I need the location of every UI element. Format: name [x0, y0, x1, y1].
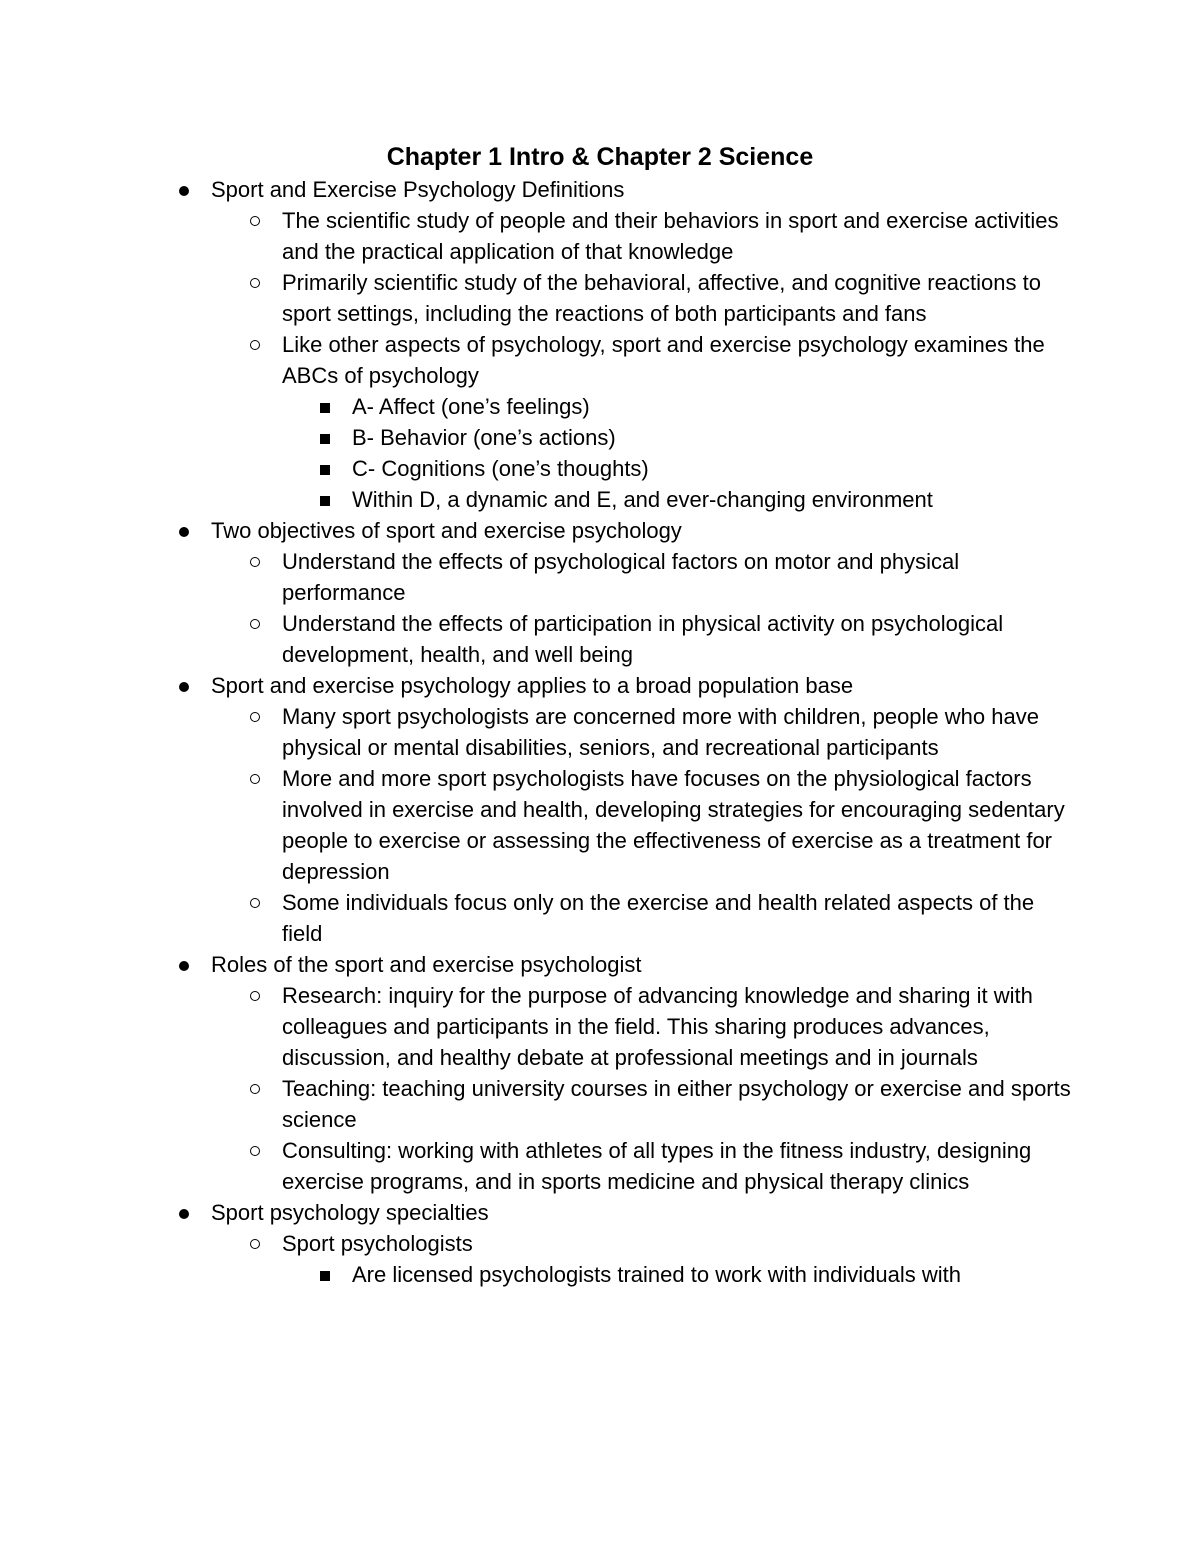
outline-item-text: Sport and Exercise Psychology Definitions [211, 177, 625, 202]
bullet-disc-icon [179, 682, 189, 692]
outline-item-level-2 [0, 980, 1072, 1073]
outline-item-text: Sport psychologists [282, 1231, 473, 1256]
outline-item-text: More and more sport psychologists have focuses on the physiological factors involved in exercise and health, developing strategies for encouraging sedentary people to exercise or assessing the effectiveness of exercise as a treatment for depression [282, 766, 1065, 884]
bullet-square-icon [320, 403, 330, 413]
outline-item-text: Research: inquiry for the purpose of advancing knowledge and sharing it with colleagues and participants in the field. This sharing produces advances, discussion, and healthy debate at professional meetings and in journals [282, 983, 1033, 1070]
outline-item-text: Teaching: teaching university courses in either psychology or exercise and sports science [282, 1076, 1071, 1132]
outline-item-level-2 [0, 1135, 1072, 1197]
outline-item-text: Are licensed psychologists trained to work with individuals with [352, 1262, 961, 1287]
outline-item-level-2 [0, 701, 1072, 763]
outline-item-text: Understand the effects of participation in physical activity on psychological development, health, and well being [282, 611, 1004, 667]
bullet-square-icon [320, 1271, 330, 1281]
bullet-circle-icon [250, 340, 260, 350]
outline-item-level-3 [0, 1259, 1072, 1290]
bullet-circle-icon [250, 619, 260, 629]
outline-item-level-2 [0, 608, 1072, 670]
bullet-square-icon [320, 434, 330, 444]
outline-item-text: C- Cognitions (one’s thoughts) [352, 456, 649, 481]
outline-item-text: Consulting: working with athletes of all types in the fitness industry, designing exercise programs, and in sports medicine and physical therapy clinics [282, 1138, 1032, 1194]
bullet-circle-icon [250, 278, 260, 288]
outline-item-level-2 [0, 205, 1072, 267]
outline-item-text: Two objectives of sport and exercise psychology [211, 518, 682, 543]
bullet-disc-icon [179, 527, 189, 537]
outline-item-text: Roles of the sport and exercise psychologist [211, 952, 642, 977]
outline-item-text: Many sport psychologists are concerned more with children, people who have physical or mental disabilities, seniors, and recreational participants [282, 704, 1039, 760]
bullet-circle-icon [250, 1084, 260, 1094]
outline-item-level-3 [0, 391, 1072, 422]
outline-item-level-2 [0, 267, 1072, 329]
outline-item-level-2 [0, 546, 1072, 608]
bullet-disc-icon [179, 186, 189, 196]
bullet-disc-icon [179, 1209, 189, 1219]
outline-item-text: Sport psychology specialties [211, 1200, 489, 1225]
bullet-circle-icon [250, 712, 260, 722]
bullet-disc-icon [179, 961, 189, 971]
outline-item-level-2 [0, 763, 1072, 887]
bullet-circle-icon [250, 216, 260, 226]
outline-item-text: Sport and exercise psychology applies to a broad population base [211, 673, 854, 698]
outline-item-level-1 [0, 949, 1071, 980]
outline-item-level-2 [0, 329, 1072, 391]
outline-item-level-2 [0, 887, 1072, 949]
bullet-circle-icon [250, 1239, 260, 1249]
bullet-circle-icon [250, 557, 260, 567]
bullet-square-icon [320, 496, 330, 506]
outline-item-level-3 [0, 422, 1072, 453]
outline-item-text: Like other aspects of psychology, sport and exercise psychology examines the ABCs of psychology [282, 332, 1045, 388]
outline-item-level-3 [0, 484, 1072, 515]
outline-item-text: Primarily scientific study of the behavioral, affective, and cognitive reactions to sport settings, including the reactions of both participants and fans [282, 270, 1041, 326]
outline-item-text: Some individuals focus only on the exercise and health related aspects of the field [282, 890, 1035, 946]
outline-item-level-1 [0, 515, 1071, 546]
document-title: Chapter 1 Intro & Chapter 2 Science [386, 143, 814, 171]
outline-item-level-2 [0, 1073, 1072, 1135]
bullet-circle-icon [250, 1146, 260, 1156]
outline-item-text: Within D, a dynamic and E, and ever-changing environment [352, 487, 933, 512]
outline-list [0, 174, 1200, 1290]
outline-item-text: A- Affect (one’s feelings) [352, 394, 590, 419]
outline-item-text: The scientific study of people and their behaviors in sport and exercise activities and the practical application of that knowledge [282, 208, 1059, 264]
outline-item-level-1 [0, 1197, 1071, 1228]
bullet-circle-icon [250, 774, 260, 784]
bullet-square-icon [320, 465, 330, 475]
outline-item-level-2 [0, 1228, 1072, 1259]
outline-item-text: Understand the effects of psychological factors on motor and physical performance [282, 549, 960, 605]
outline-item-level-1 [0, 174, 1071, 205]
outline-item-level-3 [0, 453, 1072, 484]
bullet-circle-icon [250, 898, 260, 908]
outline-item-text: B- Behavior (one’s actions) [352, 425, 616, 450]
bullet-circle-icon [250, 991, 260, 1001]
outline-item-level-1 [0, 670, 1071, 701]
